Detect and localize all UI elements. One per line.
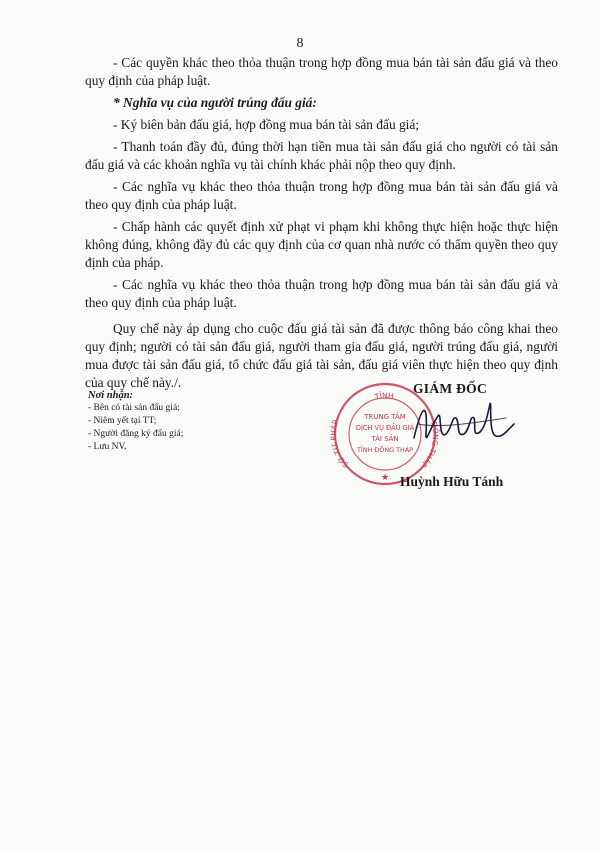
recipients-block: [88, 389, 288, 454]
seal-outer-text-left: SỞ TƯ PHÁP: [328, 418, 351, 470]
paragraph-other-obligations: - Các nghĩa vụ khác theo thỏa thuận trong hợp đồng mua bán tài sản đấu giá và theo quy định của pháp luật.: [85, 179, 558, 212]
paragraph-regulation-scope: Quy chế này áp dụng cho cuộc đấu giá tài sản đã được thông báo công khai theo quy định; người có tài sản đấu giá, người tham gia đấu giá, người trúng đấu giá, người mua được tài sản đấu giá, tổ chức đấu giá tài sản, đấu giá viên thực hiện theo quy định của quy chế này./.: [85, 321, 558, 390]
seal-line-2: DỊCH VỤ ĐẤU GIÁ: [355, 424, 415, 432]
recipient-item: - Niêm yết tại TT;: [88, 416, 157, 426]
seal-line-1: TRUNG TÂM: [364, 413, 406, 421]
seal-outer-text-right: ĐỒNG THÁP: [419, 420, 441, 470]
paragraph-payment: - Thanh toán đầy đủ, đúng thời hạn tiền mua tài sản đấu giá cho người có tài sản đấu giá và các khoản nghĩa vụ tài chính khác phải nộp theo quy định.: [85, 139, 558, 172]
page-number: 8: [296, 36, 304, 51]
paragraph-other-obligations-2: - Các nghĩa vụ khác theo thỏa thuận trong hợp đồng mua bán tài sản đấu giá và theo quy định của pháp luật.: [85, 277, 558, 310]
paragraph-rights-other: - Các quyền khác theo thỏa thuận trong hợp đồng mua bán tài sản đấu giá và theo quy định của pháp luật.: [85, 55, 558, 88]
seal-line-4: TỈNH ĐỒNG THÁP: [356, 446, 414, 454]
signer-name: Huỳnh Hữu Tánh: [400, 474, 504, 489]
document-body: [85, 54, 558, 396]
paragraph-comply-penalties: - Chấp hành các quyết định xử phạt vi phạm khi không thực hiện hoặc thực hiện không đúng, không đầy đủ các quy định của cơ quan nhà nước có thẩm quyền theo quy định của pháp.: [85, 219, 558, 270]
recipient-item: - Lưu NV.: [88, 442, 127, 452]
seal-star-icon: ★: [380, 472, 390, 482]
handwritten-signature: [408, 394, 518, 454]
recipient-item: - Bên có tài sản đấu giá;: [88, 403, 180, 413]
section-heading-obligations: * Nghĩa vụ của người trúng đấu giá:: [113, 95, 317, 110]
recipients-heading: Nơi nhận:: [88, 390, 134, 401]
paragraph-sign-minutes: - Ký biên bản đấu giá, hợp đồng mua bán tài sản đấu giá;: [113, 117, 420, 132]
recipient-item: - Người đăng ký đấu giá;: [88, 429, 184, 439]
signer-title: GIÁM ĐỐC: [413, 381, 488, 396]
seal-line-3: TÀI SẢN: [371, 435, 399, 443]
seal-outer-text-top: TỈNH: [373, 390, 395, 402]
